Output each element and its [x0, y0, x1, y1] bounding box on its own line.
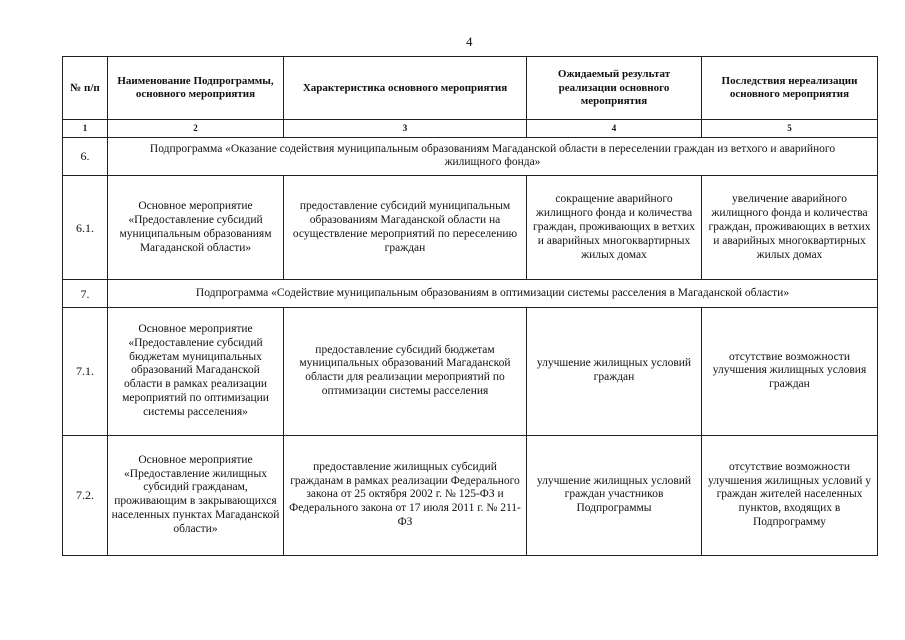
measure-characteristic: предоставление субсидий бюджетам муниципальных образований Магаданской области для реализации мероприятий по оптимизации системы расселения	[284, 308, 527, 436]
header-row	[63, 57, 878, 120]
row-number: 7.2.	[63, 435, 108, 555]
measure-consequence: отсутствие возможности улучшения жилищных условий у граждан жителей населенных пунктов, входящих в Подпрограмму	[702, 435, 878, 555]
measure-result: улучшение жилищных условий граждан	[527, 308, 702, 436]
measures-table	[62, 56, 878, 556]
section-row	[63, 280, 878, 308]
column-number: 4	[527, 120, 702, 137]
header-result: Ожидаемый результат реализации основного мероприятия	[527, 57, 702, 120]
header-consequence: Последствия нереализации основного мероприятия	[702, 57, 878, 120]
measure-consequence: увеличение аварийного жилищного фонда и количества граждан, проживающих в ветхих и аварийных многоквартирных жилых домах	[702, 176, 878, 280]
section-row	[63, 137, 878, 176]
table-row	[63, 308, 878, 436]
column-number: 3	[284, 120, 527, 137]
measure-name: Основное мероприятие «Предоставление субсидий муниципальным образованиям Магаданской области»	[108, 176, 284, 280]
section-number: 7.	[63, 280, 108, 308]
section-title: Подпрограмма «Содействие муниципальным образованиям в оптимизации системы расселения в Магаданской области»	[108, 280, 878, 308]
column-number: 1	[63, 120, 108, 137]
section-number: 6.	[63, 137, 108, 176]
row-number: 7.1.	[63, 308, 108, 436]
column-number: 2	[108, 120, 284, 137]
page-number: 4	[466, 34, 473, 49]
column-number-row	[63, 120, 878, 137]
table-row	[63, 435, 878, 555]
measure-name: Основное мероприятие «Предоставление жилищных субсидий гражданам, проживающим в закрывающихся населенных пунктах Магаданской области»	[108, 435, 284, 555]
table-row	[63, 176, 878, 280]
measure-name: Основное мероприятие «Предоставление субсидий бюджетам муниципальных образований Магаданской области в рамках реализации мероприятий по оптимизации системы расселения»	[108, 308, 284, 436]
measure-characteristic: предоставление субсидий муниципальным образованиям Магаданской области на осуществление мероприятий по переселению граждан	[284, 176, 527, 280]
row-number: 6.1.	[63, 176, 108, 280]
header-characteristic: Характеристика основного мероприятия	[284, 57, 527, 120]
measure-characteristic: предоставление жилищных субсидий гражданам в рамках реализации Федерального закона от 25 октября 2002 г. № 125-ФЗ и Федерального закона от 17 июля 2011 г. № 211-ФЗ	[284, 435, 527, 555]
measure-result: улучшение жилищных условий граждан участников Подпрограммы	[527, 435, 702, 555]
section-title: Подпрограмма «Оказание содействия муниципальным образованиям Магаданской области в переселении граждан из ветхого и аварийного жилищного фонда»	[108, 137, 878, 176]
column-number: 5	[702, 120, 878, 137]
measure-consequence: отсутствие возможности улучшения жилищных условия граждан	[702, 308, 878, 436]
header-name: Наименование Подпрограммы, основного мероприятия	[108, 57, 284, 120]
measure-result: сокращение аварийного жилищного фонда и количества граждан, проживающих в ветхих и аварийных многоквартирных жилых домах	[527, 176, 702, 280]
header-number: № п/п	[63, 57, 108, 120]
